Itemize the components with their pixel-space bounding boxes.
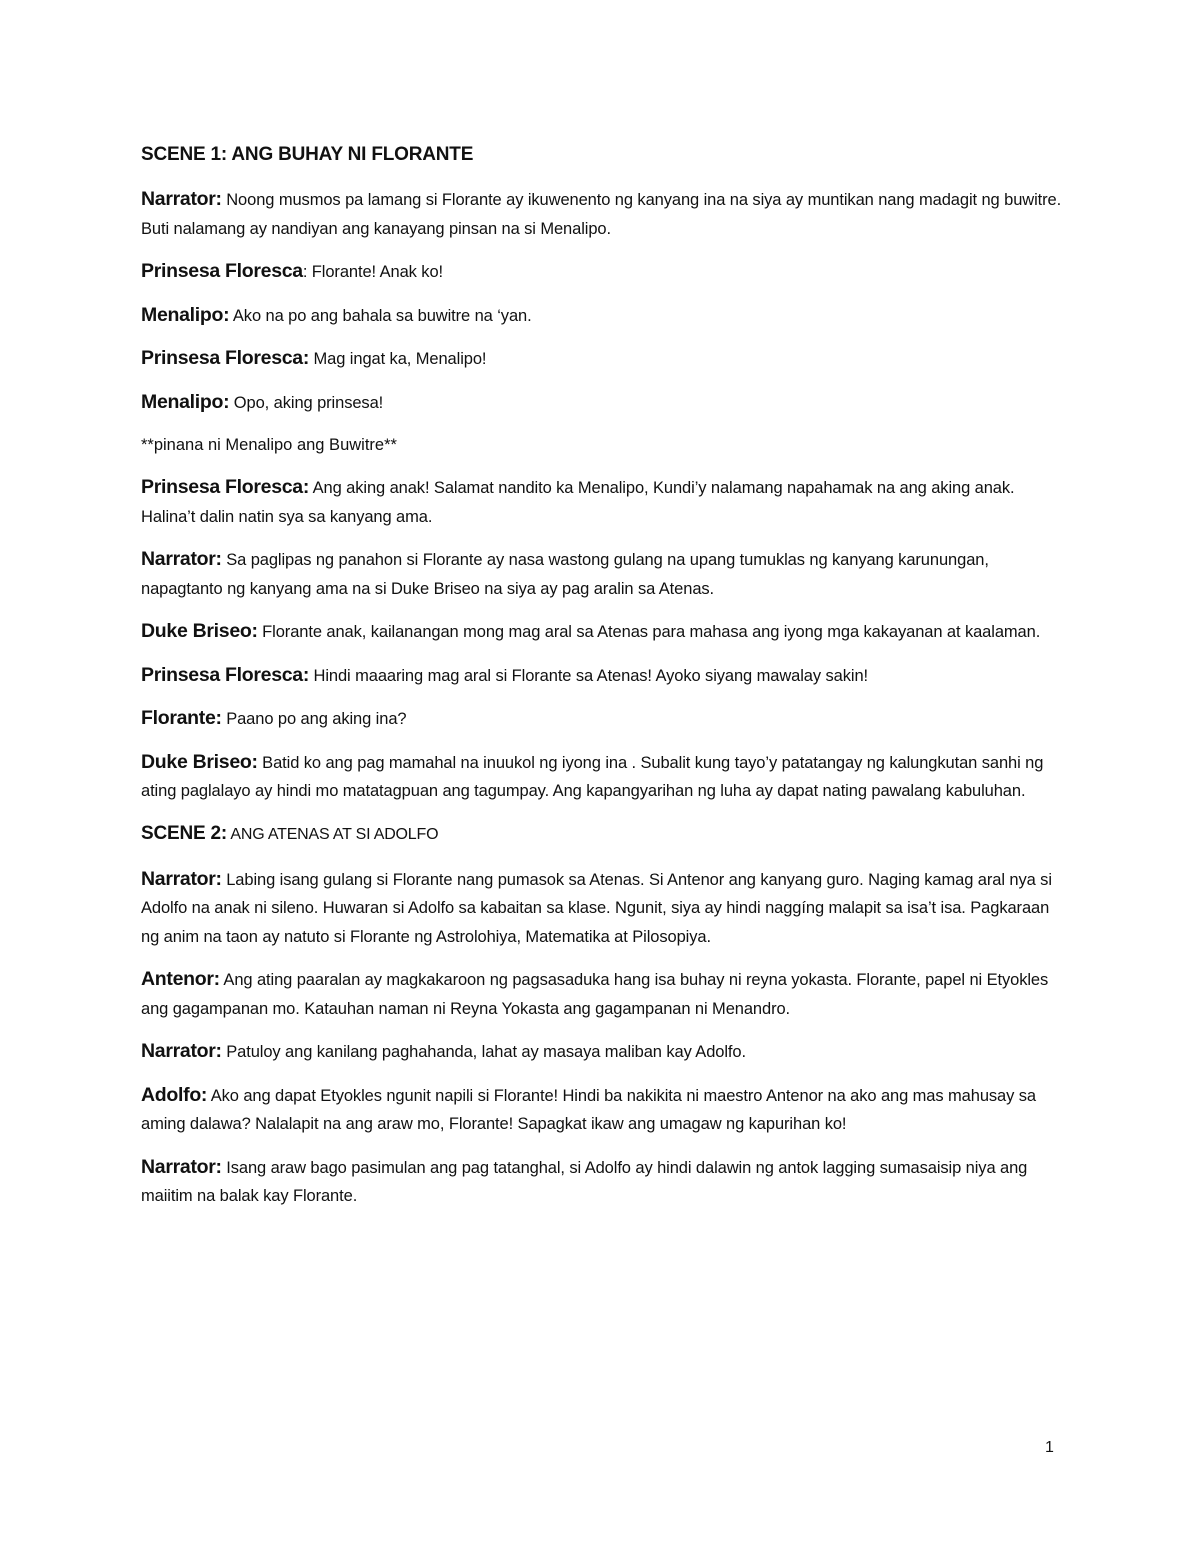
dialogue-line xyxy=(141,704,1066,734)
speaker-name: Prinsesa Floresca: xyxy=(141,347,310,369)
speaker-name: Menalipo: xyxy=(141,303,230,326)
page-number: 1 xyxy=(1045,1439,1054,1456)
dialogue-line xyxy=(141,344,1066,374)
dialogue-line xyxy=(141,965,1066,1023)
scene-2-title: ANG ATENAS AT SI ADOLFO xyxy=(227,825,439,843)
dialogue-text: Paano po ang aking ina? xyxy=(221,710,407,728)
scene-2-heading xyxy=(141,820,1066,849)
dialogue-text: Ako na po ang bahala sa buwitre na ‘yan. xyxy=(229,306,532,325)
dialogue-text: Ang ating paaralan ay magkakaroon ng pagsasaduka hang isa buhay ni reyna yokasta. Florante, papel ni Etyokles ang gagampanan mo. Katauhan naman ni Reyna Yokasta ang gagampanan ni Menandro. xyxy=(141,971,1049,1018)
dialogue-line xyxy=(141,661,1066,691)
dialogue-text: Hindi maaaring mag aral si Florante sa Atenas! Ayoko siyang mawalay sakin! xyxy=(309,666,869,685)
dialogue-text: Ang aking anak! Salamat nandito ka Menalipo, Kundi’y nalamang napahamak na ang aking anak. Halina’t dalin natin sya sa kanyang ama. xyxy=(141,479,1015,526)
dialogue-text: Opo, aking prinsesa! xyxy=(229,393,384,412)
dialogue-line xyxy=(141,1037,1066,1067)
dialogue-text: Isang araw bago pasimulan ang pag tatanghal, si Adolfo ay hindi dalawin ng antok lagging sumasaisip niya ang maiitim na balak kay Florante. xyxy=(141,1158,1028,1205)
speaker-name: Menalipo: xyxy=(141,390,230,413)
speaker-name: Narrator: xyxy=(141,548,222,570)
speaker-name: Duke Briseo: xyxy=(141,620,258,642)
dialogue-line xyxy=(141,1081,1066,1139)
dialogue-line xyxy=(141,301,1066,331)
dialogue-line xyxy=(141,617,1066,647)
dialogue-text: Labing isang gulang si Florante nang pumasok sa Atenas. Si Antenor ang kanyang guro. Naging kamag aral nya si Adolfo na anak ni sileno. Huwaran si Adolfo sa kabaitan sa klase. Ngunit, siya ay hindi naggíng malapit sa isa’t isa. Pagkaraan ng anim na taon ay natuto si Florante ng Astrolohiya, Matematika at Pilosopiya. xyxy=(141,870,1052,946)
speaker-name: Duke Briseo: xyxy=(141,750,258,773)
dialogue-line xyxy=(141,865,1066,952)
dialogue-line xyxy=(141,545,1066,603)
speaker-name: Narrator: xyxy=(141,1155,222,1178)
dialogue-text: Mag ingat ka, Menalipo! xyxy=(309,350,487,368)
speaker-name: Prinsesa Floresca: xyxy=(141,476,310,498)
dialogue-line xyxy=(141,257,1066,287)
dialogue-line xyxy=(141,185,1066,243)
dialogue-text: Noong musmos pa lamang si Florante ay ikuwenento ng kanyang ina na siya ay muntikan nang madagit ng buwitre. Buti nalamang ay nandiyan ang kanayang pinsan na si Menalipo. xyxy=(141,191,1062,238)
dialogue-text: Patuloy ang kanilang paghahanda, lahat ay masaya maliban kay Adolfo. xyxy=(221,1043,746,1061)
speaker-name: Florante: xyxy=(141,707,222,729)
speaker-name: Prinsesa Floresca xyxy=(141,260,303,282)
speaker-name: Narrator: xyxy=(141,1040,222,1062)
speaker-name: Narrator: xyxy=(141,188,222,210)
stage-direction: **pinana ni Menalipo ang Buwitre** xyxy=(141,436,397,454)
dialogue-text: Sa paglipas ng panahon si Florante ay nasa wastong gulang na upang tumuklas ng kanyang karunungan, napagtanto ng kanyang ama na si Duke Briseo na siya ay pag aralin sa Atenas. xyxy=(141,551,989,598)
document-body xyxy=(141,141,1066,1225)
dialogue-line xyxy=(141,1153,1066,1211)
dialogue-text: Batid ko ang pag mamahal na inuukol ng iyong ina . Subalit kung tayo’y patatangay ng kalungkutan sanhi ng ating paglalayo ay hindi mo matatagpuan ang tagumpay. Ang kapangyarihan ng luha ay dapat nating pawalang kabuluhan. xyxy=(141,753,1044,800)
speaker-name: Prinsesa Floresca: xyxy=(141,663,310,686)
dialogue-text: Florante anak, kailanangan mong mag aral sa Atenas para mahasa ang iyong mga kakayanan at kaalaman. xyxy=(257,623,1041,641)
dialogue-line xyxy=(141,473,1066,531)
scene-1-heading: SCENE 1: ANG BUHAY NI FLORANTE xyxy=(141,144,474,165)
scene-2-label: SCENE 2: xyxy=(141,822,228,844)
speaker-name: Narrator: xyxy=(141,867,222,890)
dialogue-line xyxy=(141,388,1066,418)
speaker-name: Antenor: xyxy=(141,968,220,990)
speaker-name: Adolfo: xyxy=(141,1083,208,1106)
dialogue-text: : Florante! Anak ko! xyxy=(302,263,444,281)
dialogue-text: Ako ang dapat Etyokles ngunit napili si Florante! Hindi ba nakikita ni maestro Antenor na ako ang mas mahusay sa aming dalawa? Nalalapit na ang araw mo, Florante! Sapagkat ikaw ang umagaw ng kapurihan ko! xyxy=(141,1086,1036,1133)
dialogue-line xyxy=(141,748,1066,806)
